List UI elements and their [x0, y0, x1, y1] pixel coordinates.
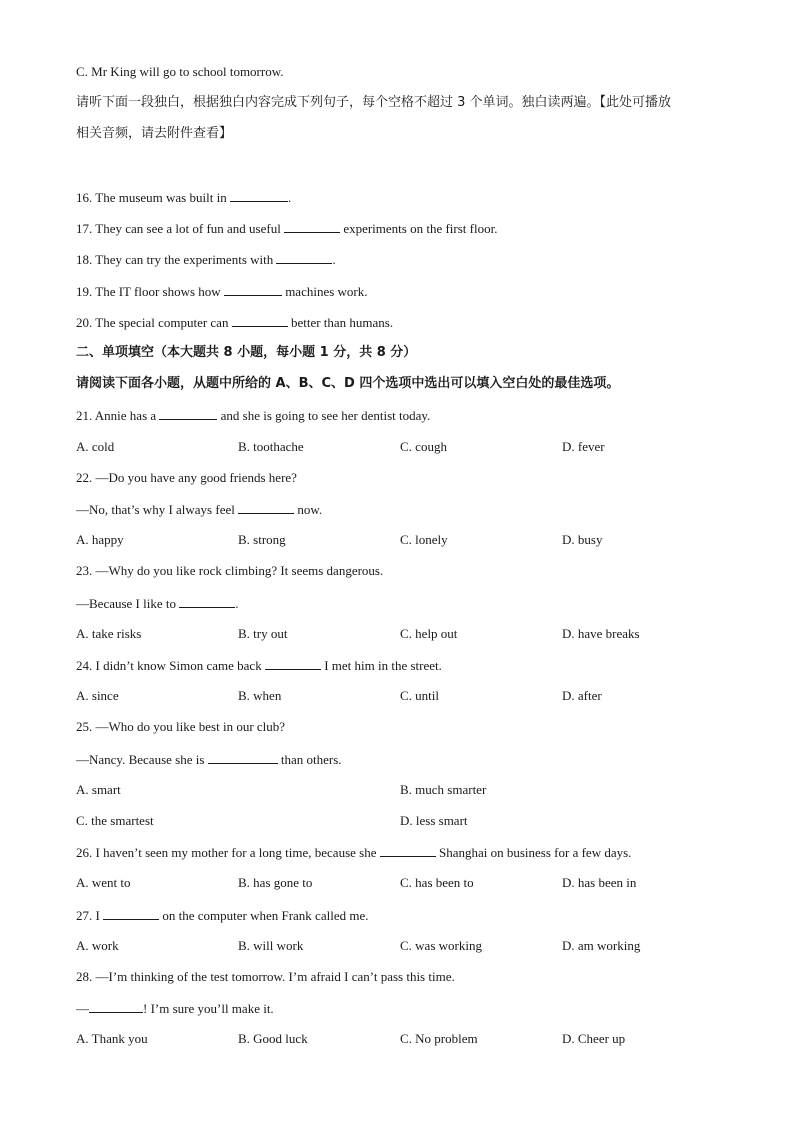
question-23-options — [76, 626, 726, 642]
option-b[interactable]: B. much smarter — [400, 782, 487, 797]
option-a[interactable]: A. smart — [76, 782, 121, 797]
question-22-options — [76, 532, 726, 548]
question-16 — [76, 189, 291, 206]
question-24 — [76, 657, 442, 674]
option-c[interactable]: C. No problem — [400, 1031, 478, 1046]
question-21-options — [76, 439, 726, 455]
question-text: —No, that’s why I always feel — [76, 502, 239, 517]
question-text: 24. I didn’t know Simon came back — [76, 658, 265, 673]
answer-blank[interactable] — [284, 220, 340, 233]
option-b[interactable]: B. when — [238, 688, 282, 703]
question-26 — [76, 844, 631, 861]
option-c[interactable]: C. lonely — [400, 532, 448, 547]
answer-blank[interactable] — [224, 283, 282, 296]
question-text: . — [287, 190, 292, 205]
answer-blank[interactable] — [179, 595, 235, 608]
question-text: and she is going to see her dentist today. — [217, 408, 431, 423]
question-text: 16. The museum was built in — [76, 190, 230, 205]
question-text: 20. The special computer can — [76, 315, 232, 330]
question-text: 19. The IT floor shows how — [76, 284, 224, 299]
question-18 — [76, 251, 336, 268]
question-text: —Nancy. Because she is — [76, 752, 208, 767]
option-d[interactable]: D. fever — [562, 439, 605, 454]
listening-instruction-line1: 请听下面一段独白，根据独白内容完成下列句子，每个空格不超过 3 个单词。独白读两遍。【此处可播放 — [76, 95, 672, 110]
question-28-reply — [76, 1000, 274, 1017]
question-25-options-row2 — [76, 813, 726, 829]
option-c[interactable]: C. cough — [400, 439, 447, 454]
question-17 — [76, 220, 497, 237]
question-28: 28. —I’m thinking of the test tomorrow. I’m afraid I can’t pass this time. — [76, 969, 455, 984]
question-text: on the computer when Frank called me. — [159, 908, 369, 923]
answer-blank[interactable] — [159, 407, 217, 420]
question-text: better than humans. — [287, 315, 394, 330]
listening-instruction-line2: 相关音频，请去附件查看】 — [76, 126, 233, 141]
question-text: 21. Annie has a — [76, 408, 160, 423]
option-b[interactable]: B. Good luck — [238, 1031, 308, 1046]
question-text: machines work. — [281, 284, 368, 299]
option-d[interactable]: D. after — [562, 688, 602, 703]
question-28-options — [76, 1031, 726, 1047]
option-d[interactable]: D. Cheer up — [562, 1031, 626, 1046]
answer-blank[interactable] — [232, 314, 288, 327]
answer-blank[interactable] — [208, 751, 278, 764]
option-b[interactable]: B. try out — [238, 626, 288, 641]
option-c[interactable]: C. was working — [400, 938, 482, 953]
option-d[interactable]: D. has been in — [562, 875, 637, 890]
question-27 — [76, 907, 368, 924]
option-b[interactable]: B. has gone to — [238, 875, 313, 890]
option-c[interactable]: C. until — [400, 688, 440, 703]
option-b[interactable]: B. toothache — [238, 439, 304, 454]
question-text: I met him in the street. — [320, 658, 442, 673]
question-26-options — [76, 875, 726, 891]
option-c[interactable]: C. the smartest — [76, 813, 154, 828]
question-25-reply — [76, 751, 342, 768]
question-text: ! I’m sure you’ll make it. — [143, 1001, 274, 1016]
option-a[interactable]: A. Thank you — [76, 1031, 148, 1046]
option-d[interactable]: D. have breaks — [562, 626, 640, 641]
question-25: 25. —Who do you like best in our club? — [76, 719, 286, 734]
question-21 — [76, 407, 430, 424]
option-d[interactable]: D. busy — [562, 532, 603, 547]
question-text: . — [235, 596, 239, 611]
question-20 — [76, 314, 393, 331]
question-23-reply — [76, 595, 239, 612]
question-text: —Because I like to — [76, 596, 180, 611]
option-b[interactable]: B. will work — [238, 938, 304, 953]
answer-blank[interactable] — [265, 657, 321, 670]
question-22: 22. —Do you have any good friends here? — [76, 470, 297, 485]
previous-option-c: C. Mr King will go to school tomorrow. — [76, 64, 284, 79]
question-text: 26. I haven’t seen my mother for a long time, because she — [76, 845, 380, 860]
question-text: — — [76, 1001, 89, 1016]
option-a[interactable]: A. work — [76, 938, 119, 953]
answer-blank[interactable] — [238, 501, 294, 514]
question-text: Shanghai on business for a few days. — [435, 845, 632, 860]
question-19 — [76, 283, 368, 300]
question-text: experiments on the first floor. — [340, 221, 498, 236]
answer-blank[interactable] — [103, 907, 159, 920]
answer-blank[interactable] — [380, 844, 436, 857]
option-a[interactable]: A. went to — [76, 875, 131, 890]
question-text: 18. They can try the experiments with — [76, 252, 277, 267]
question-25-options-row1 — [76, 782, 726, 798]
option-c[interactable]: C. has been to — [400, 875, 474, 890]
option-a[interactable]: A. cold — [76, 439, 115, 454]
option-a[interactable]: A. since — [76, 688, 119, 703]
option-c[interactable]: C. help out — [400, 626, 458, 641]
question-24-options — [76, 688, 726, 704]
option-a[interactable]: A. happy — [76, 532, 124, 547]
option-d[interactable]: D. am working — [562, 938, 641, 953]
question-23: 23. —Why do you like rock climbing? It seems dangerous. — [76, 563, 384, 578]
option-a[interactable]: A. take risks — [76, 626, 142, 641]
question-text: now. — [294, 502, 323, 517]
question-27-options — [76, 938, 726, 954]
question-text: . — [332, 252, 336, 267]
option-d[interactable]: D. less smart — [400, 813, 468, 828]
question-text: than others. — [277, 752, 342, 767]
option-b[interactable]: B. strong — [238, 532, 286, 547]
answer-blank[interactable] — [276, 251, 332, 264]
section-2-instruction: 请阅读下面各小题，从题中所给的 A、B、C、D 四个选项中选出可以填入空白处的最佳选项。 — [76, 376, 620, 391]
section-2-title: 二、单项填空（本大题共 8 小题，每小题 1 分，共 8 分） — [76, 345, 417, 360]
question-22-reply — [76, 501, 322, 518]
answer-blank[interactable] — [230, 189, 288, 202]
question-text: 17. They can see a lot of fun and useful — [76, 221, 285, 236]
question-text: 27. I — [76, 908, 104, 923]
answer-blank[interactable] — [89, 1000, 143, 1013]
